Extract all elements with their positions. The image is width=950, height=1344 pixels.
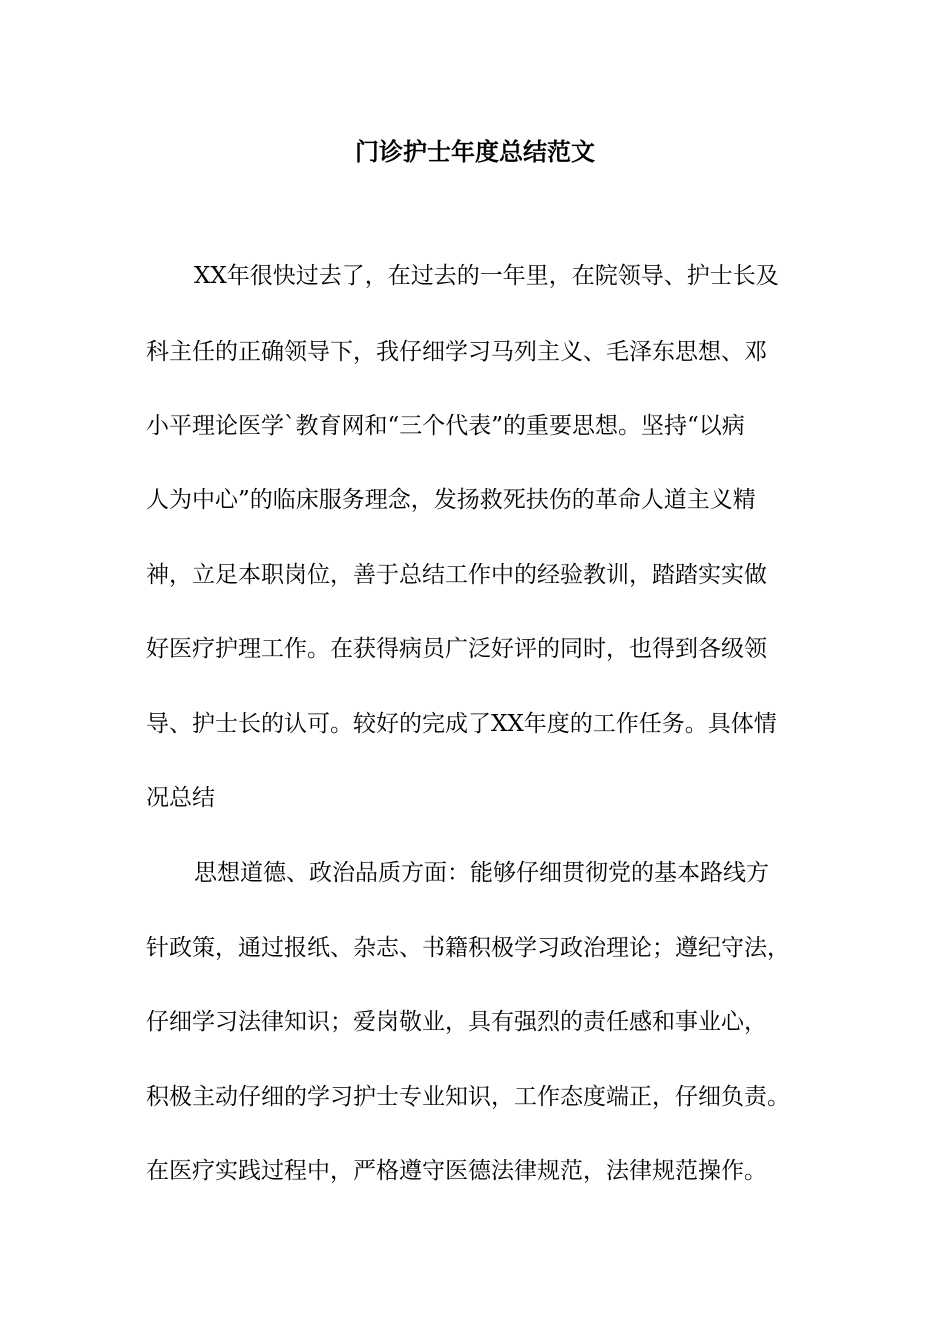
paragraph-2-line-3: 仔细学习法律知识；爱岗敬业，具有强烈的责任感和事业心， [146,1009,767,1035]
paragraph-1-line-1: XX年很快过去了，在过去的一年里，在院领导、护士长及 [194,263,779,289]
paragraph-1-line-7: 导、护士长的认可。较好的完成了XX年度的工作任务。具体情 [146,711,777,737]
document-title: 门诊护士年度总结范文 [355,137,595,166]
paragraph-2-line-1: 思想道德、政治品质方面：能够仔细贯彻党的基本路线方 [194,860,769,886]
paragraph-1-line-2: 科主任的正确领导下，我仔细学习马列主义、毛泽东思想、邓 [146,339,767,365]
paragraph-2-line-5: 在医疗实践过程中，严格遵守医德法律规范，法律规范操作。 [146,1158,767,1184]
paragraph-1-line-8: 况总结 [146,785,215,811]
paragraph-1-line-6: 好医疗护理工作。在获得病员广泛好评的同时，也得到各级领 [146,636,767,662]
paragraph-1-line-3: 小平理论医学`教育网和“三个代表”的重要思想。坚持“以病 [146,413,745,439]
paragraph-2-line-4: 积极主动仔细的学习护士专业知识，工作态度端正，仔细负责。 [146,1084,790,1110]
paragraph-1-line-4: 人为中心”的临床服务理念，发扬救死扶伤的革命人道主义精 [146,487,756,513]
paragraph-2-line-2: 针政策，通过报纸、杂志、书籍积极学习政治理论；遵纪守法， [146,935,790,961]
paragraph-1-line-5: 神，立足本职岗位，善于总结工作中的经验教训，踏踏实实做 [146,562,767,588]
